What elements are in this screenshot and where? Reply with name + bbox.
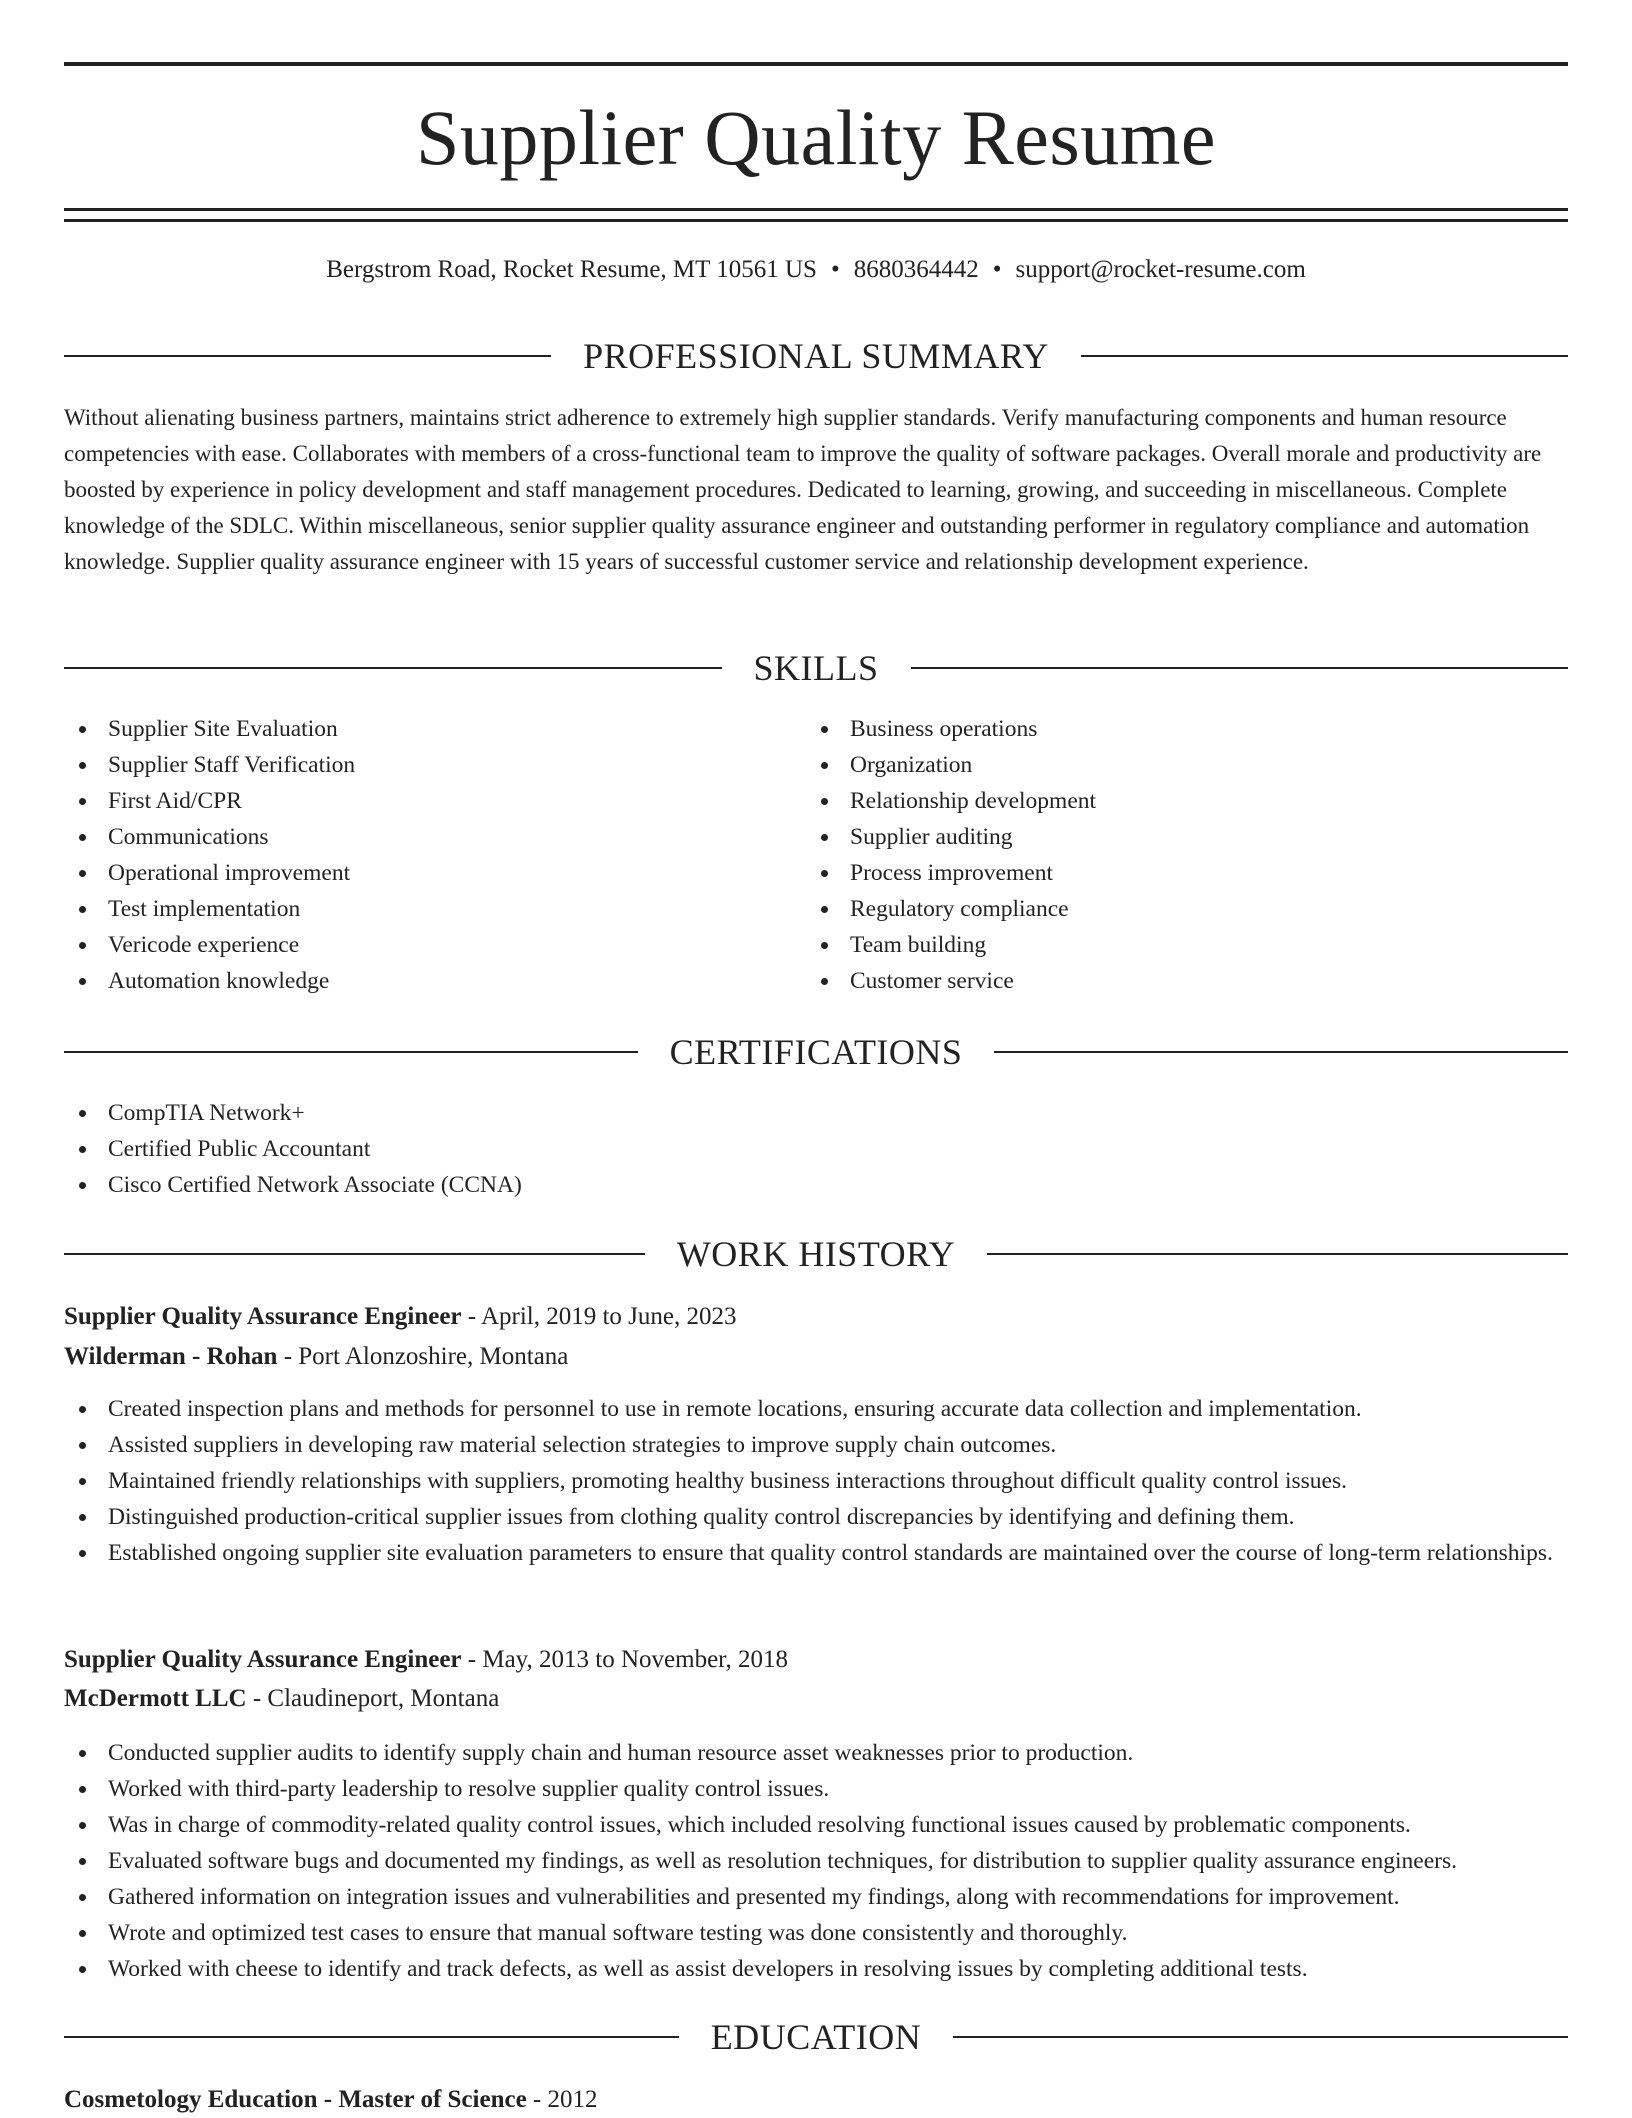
education-year: 2012 xyxy=(547,2086,598,2113)
job-company-line: Wilderman - Rohan - Port Alonzoshire, Montana xyxy=(64,1343,569,1370)
section-title: WORK HISTORY xyxy=(676,1234,956,1274)
heading-rule-right xyxy=(953,2036,1568,2038)
education-heading xyxy=(64,2015,1568,2059)
school-name: Cosmetology Education xyxy=(64,2086,318,2113)
job-bullet: Created inspection plans and methods for personnel to use in remote locations, ensuring accurate data collection and implementation. xyxy=(64,1391,1568,1427)
skills-list-left xyxy=(64,711,764,999)
job-title: Supplier Quality Assurance Engineer xyxy=(64,1303,462,1330)
job-bullet: Evaluated software bugs and documented my findings, as well as resolution techniques, for distribution to supplier quality assurance engineers. xyxy=(64,1843,1568,1879)
skill-item: Automation knowledge xyxy=(64,963,764,999)
certification-item: CompTIA Network+ xyxy=(64,1095,1464,1131)
heading-rule-left xyxy=(64,2036,679,2038)
job-bullets xyxy=(64,1735,1568,1987)
skill-item: First Aid/CPR xyxy=(64,783,764,819)
job-location: Port Alonzoshire, Montana xyxy=(298,1343,569,1370)
skill-item: Organization xyxy=(806,747,1506,783)
heading-rule-right xyxy=(1081,355,1568,357)
job-bullets xyxy=(64,1391,1568,1571)
contact-line xyxy=(64,254,1568,286)
job-dates: April, 2019 to June, 2023 xyxy=(480,1303,737,1330)
job-company-line: McDermott LLC - Claudineport, Montana xyxy=(64,1685,500,1712)
heading-rule-left xyxy=(64,1051,638,1053)
section-title: EDUCATION xyxy=(710,2017,922,2057)
skill-item: Team building xyxy=(806,927,1506,963)
separator-1: • xyxy=(830,256,840,283)
job-bullet: Wrote and optimized test cases to ensure that manual software testing was done consistently and thoroughly. xyxy=(64,1915,1568,1951)
job-bullet: Worked with third-party leadership to resolve supplier quality control issues. xyxy=(64,1771,1568,1807)
heading-rule-left xyxy=(64,1253,645,1255)
skill-item: Business operations xyxy=(806,711,1506,747)
job-bullet: Assisted suppliers in developing raw material selection strategies to improve supply chain outcomes. xyxy=(64,1427,1568,1463)
heading-rule-right xyxy=(994,1051,1568,1053)
skill-item: Supplier auditing xyxy=(806,819,1506,855)
job-bullet: Conducted supplier audits to identify supply chain and human resource asset weaknesses prior to production. xyxy=(64,1735,1568,1771)
job-bullet: Established ongoing supplier site evaluation parameters to ensure that quality control standards are maintained over the course of long-term relationships. xyxy=(64,1535,1568,1571)
degree: Master of Science xyxy=(338,2086,527,2113)
skill-item: Communications xyxy=(64,819,764,855)
heading-rule-right xyxy=(987,1253,1568,1255)
skill-item: Regulatory compliance xyxy=(806,891,1506,927)
certification-item: Cisco Certified Network Associate (CCNA) xyxy=(64,1167,1464,1203)
section-title: CERTIFICATIONS xyxy=(669,1032,963,1072)
skill-item: Process improvement xyxy=(806,855,1506,891)
skill-item: Vericode experience xyxy=(64,927,764,963)
job-bullet: Maintained friendly relationships with suppliers, promoting healthy business interactions throughout difficult quality control issues. xyxy=(64,1463,1568,1499)
job-dates: May, 2013 to November, 2018 xyxy=(482,1646,789,1673)
section-title: PROFESSIONAL SUMMARY xyxy=(583,336,1049,376)
job-title: Supplier Quality Assurance Engineer xyxy=(64,1646,462,1673)
title-double-rule xyxy=(64,208,1568,222)
skill-item: Relationship development xyxy=(806,783,1506,819)
job-bullet: Gathered information on integration issues and vulnerabilities and presented my findings, along with recommendations for improvement. xyxy=(64,1879,1568,1915)
resume-title: Supplier Quality Resume xyxy=(415,94,1217,181)
heading-rule-left xyxy=(64,355,551,357)
separator-2: • xyxy=(992,256,1002,283)
job-title-line: Supplier Quality Assurance Engineer - May, 2013 to November, 2018 xyxy=(64,1646,789,1673)
heading-rule-left xyxy=(64,667,722,669)
job-bullet: Distinguished production-critical supplier issues from clothing quality control discrepancies by identifying and defining them. xyxy=(64,1499,1568,1535)
certifications-heading xyxy=(64,1030,1568,1074)
skill-item: Customer service xyxy=(806,963,1506,999)
skill-item: Supplier Site Evaluation xyxy=(64,711,764,747)
job-location: Claudineport, Montana xyxy=(267,1685,500,1712)
skill-item: Operational improvement xyxy=(64,855,764,891)
skills-heading xyxy=(64,646,1568,690)
work-history-heading xyxy=(64,1232,1568,1276)
company-name: McDermott LLC xyxy=(64,1685,247,1712)
skill-item: Test implementation xyxy=(64,891,764,927)
section-title: SKILLS xyxy=(753,648,879,688)
heading-rule-right xyxy=(911,667,1569,669)
phone: 8680364442 xyxy=(853,256,979,283)
certification-item: Certified Public Accountant xyxy=(64,1131,1464,1167)
education-line: Cosmetology Education - Master of Science - 2012 xyxy=(64,2086,598,2113)
skill-item: Supplier Staff Verification xyxy=(64,747,764,783)
job-bullet: Was in charge of commodity-related quality control issues, which included resolving functional issues caused by problematic components. xyxy=(64,1807,1568,1843)
top-rule xyxy=(64,62,1568,66)
job-bullet: Worked with cheese to identify and track defects, as well as assist developers in resolving issues by completing additional tests. xyxy=(64,1951,1568,1987)
company-name: Wilderman - Rohan xyxy=(64,1343,278,1370)
job-title-line: Supplier Quality Assurance Engineer - April, 2019 to June, 2023 xyxy=(64,1303,737,1330)
email: support@rocket-resume.com xyxy=(1015,256,1306,283)
skills-list-right xyxy=(806,711,1506,999)
certifications-list xyxy=(64,1095,1464,1203)
address: Bergstrom Road, Rocket Resume, MT 10561 US xyxy=(326,256,817,283)
summary-text: Without alienating business partners, maintains strict adherence to extremely high supplier standards. Verify manufacturing components and human resource competencies with ease. Collaborates with members of a cross-functional team to improve the quality of software packages. Overall morale and productivity are boosted by experience in policy development and staff management procedures. Dedicated to learning, growing, and succeeding in miscellaneous. Complete knowledge of the SDLC. Within miscellaneous, senior supplier quality assurance engineer and outstanding performer in regulatory compliance and automation knowledge. Supplier quality assurance engineer with 15 years of successful customer service and relationship development experience. xyxy=(64,405,1542,574)
summary-heading xyxy=(64,334,1568,378)
